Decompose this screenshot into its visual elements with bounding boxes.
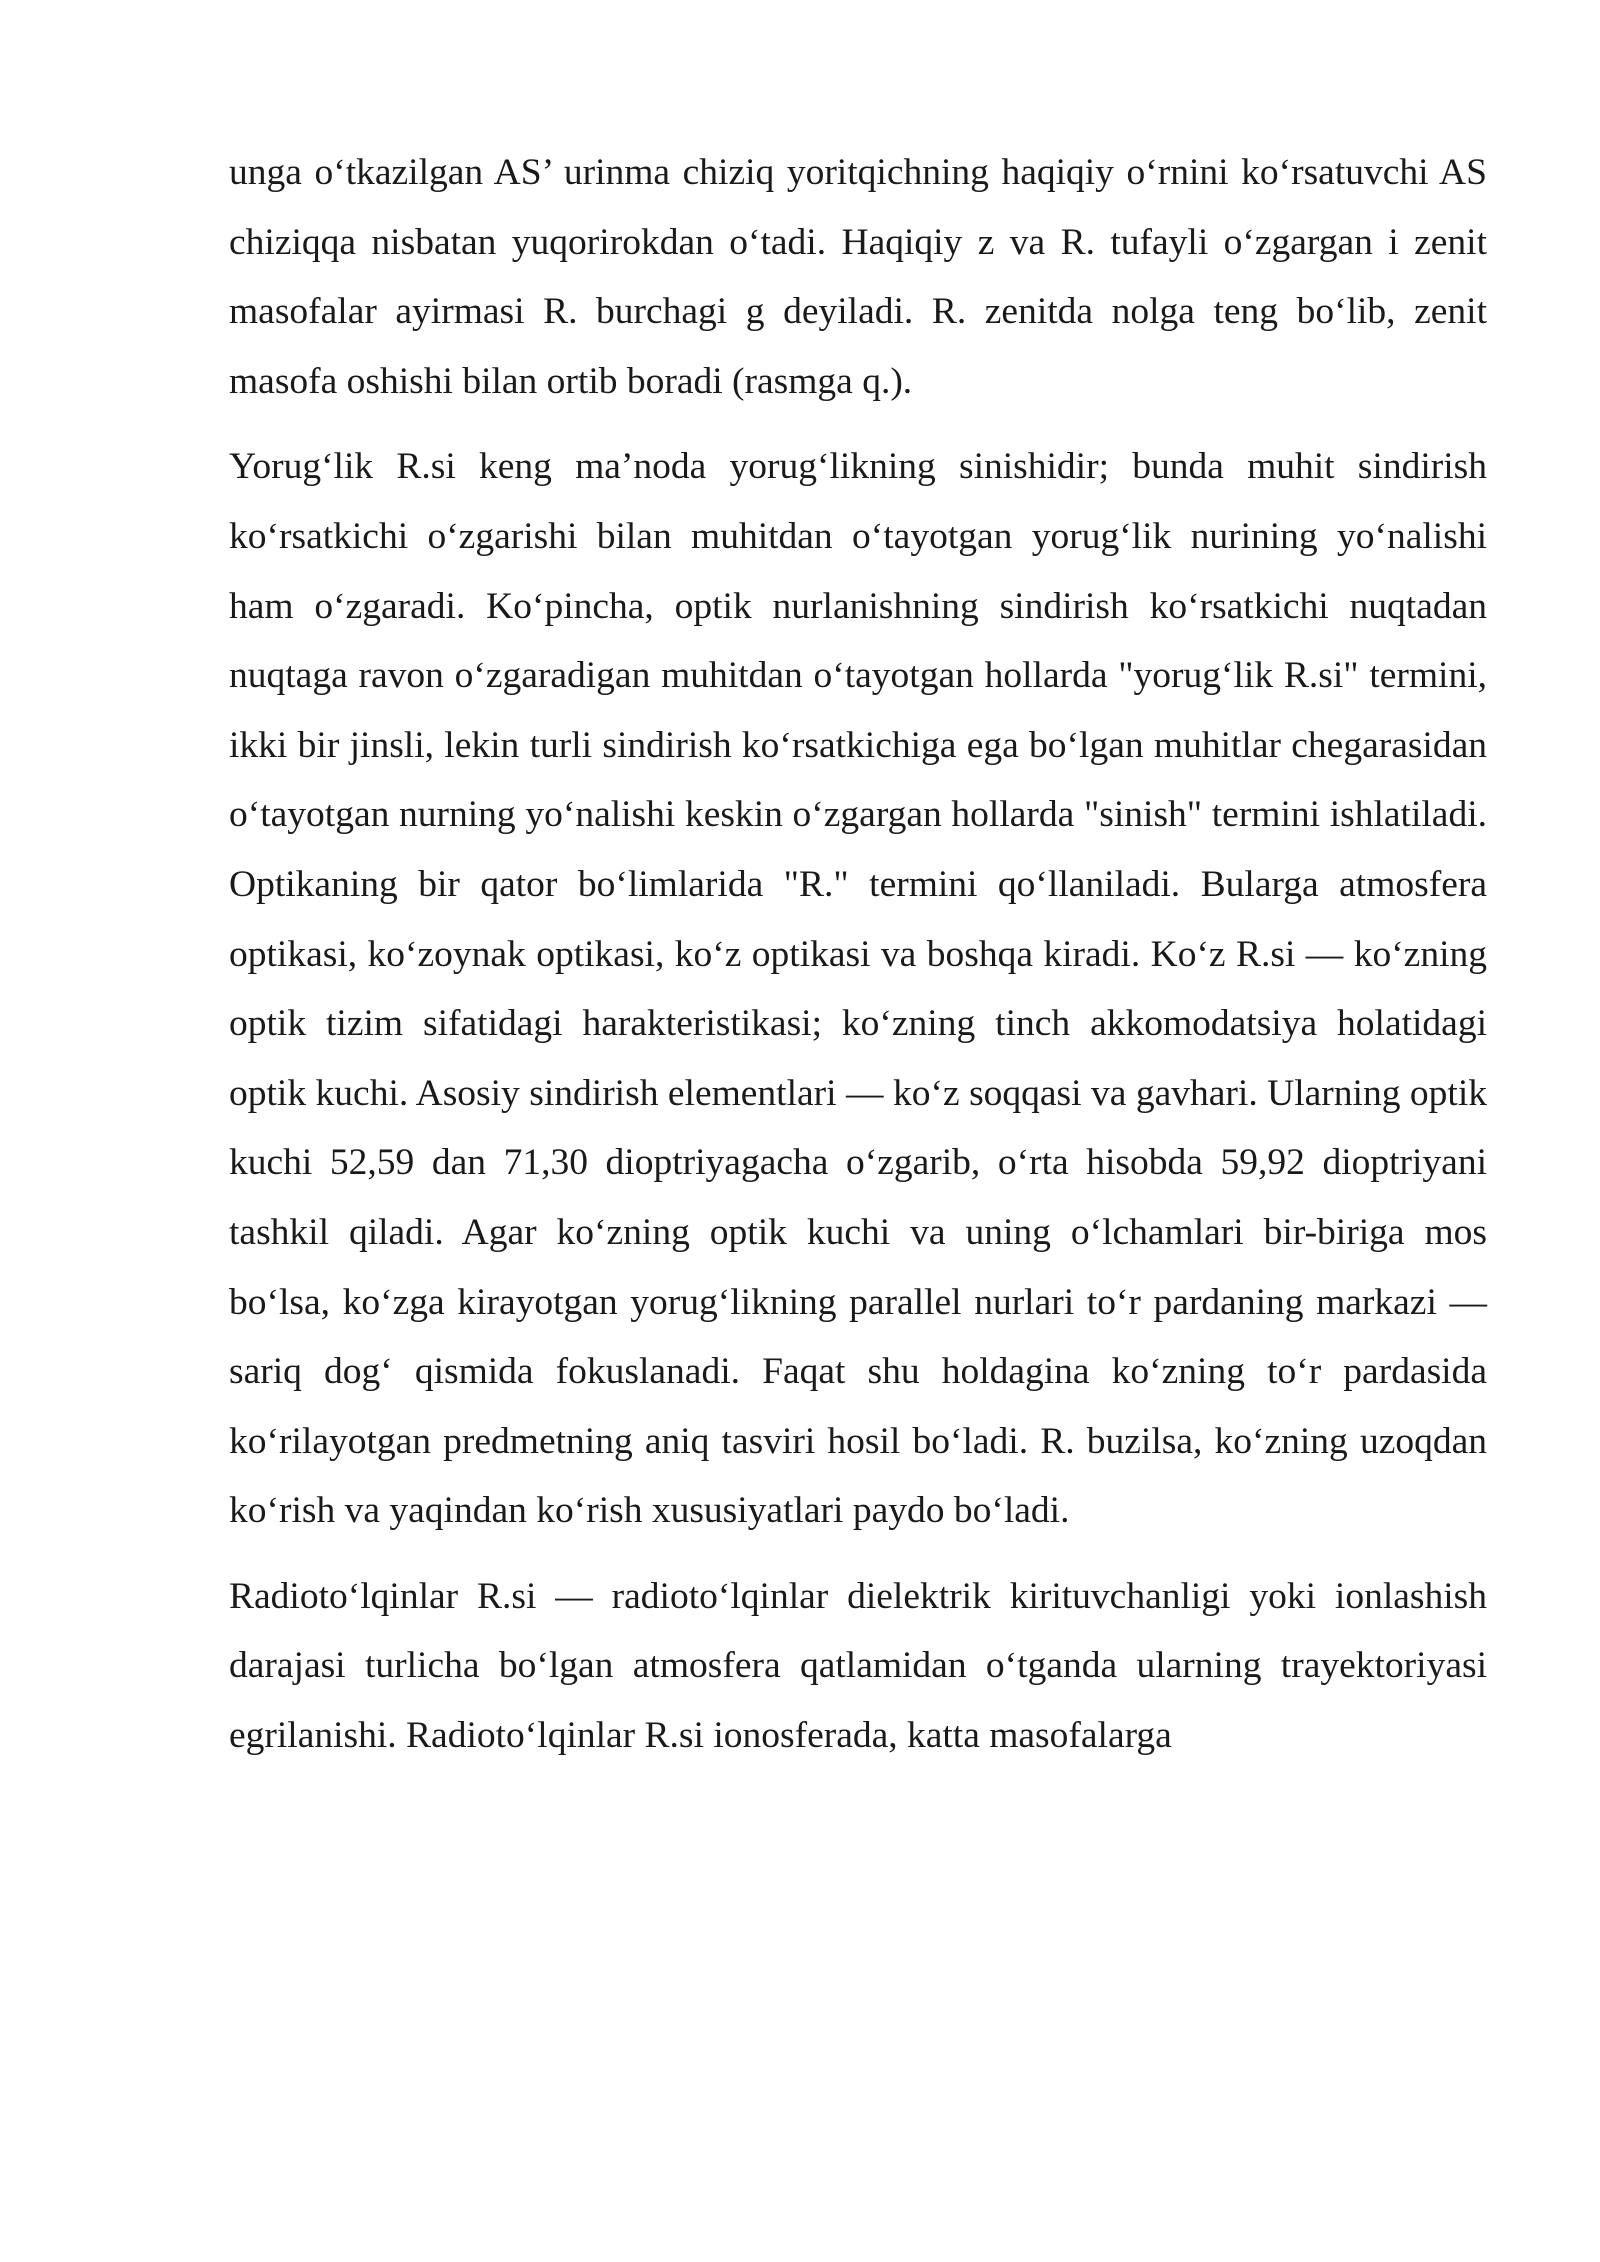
document-body: [229, 138, 1487, 1787]
paragraph-radio-wave-refraction: Radioto‘lqinlar R.si — radioto‘lqinlar dielektrik kirituvchanligi yoki ionlashish darajasi turlicha bo‘lgan atmosfera qatlamidan o‘tganda ularning trayektoriyasi egrilanishi. Radioto‘lqinlar R.si ionosferada, katta masofalarga: [229, 1575, 1487, 1757]
paragraph-astronomical-refraction: unga o‘tkazilgan AS’ urinma chiziq yoritqichning haqiqiy o‘rnini ko‘rsatuvchi AS chiziqqa nisbatan yuqorirokdan o‘tadi. Haqiqiy z va R. tufayli o‘zgargan i zenit masofalar ayirmasi R. burchagi g deyiladi. R. zenitda nolga teng bo‘lib, zenit masofa oshishi bilan ortib boradi (rasmga q.).: [229, 152, 1487, 402]
paragraph-light-refraction: Yorug‘lik R.si keng ma’noda yorug‘likning sinishidir; bunda muhit sindirish ko‘rsatkichi o‘zgarishi bilan muhitdan o‘tayotgan yorug‘lik nurining yo‘nalishi ham o‘zgaradi. Ko‘pincha, optik nurlanishning sindirish ko‘rsatkichi nuqtadan nuqtaga ravon o‘zgaradigan muhitdan o‘tayotgan hollarda "yorug‘lik R.si" termini, ikki bir jinsli, lekin turli sindirish ko‘rsatkichiga ega bo‘lgan muhitlar chegarasidan o‘tayotgan nurning yo‘nalishi keskin o‘zgargan hollarda "sinish" termini ishlatiladi. Optikaning bir qator bo‘limlarida "R." termini qo‘llaniladi. Bularga atmosfera optikasi, ko‘zoynak optikasi, ko‘z optikasi va boshqa kiradi. Ko‘z R.si — ko‘zning optik tizim sifatidagi harakteristikasi; ko‘zning tinch akkomodatsiya holatidagi optik kuchi. Asosiy sindirish elementlari — ko‘z soqqasi va gavhari. Ularning optik kuchi 52,59 dan 71,30 dioptriyagacha o‘zgarib, o‘rta hisobda 59,92 dioptriyani tashkil qiladi. Agar ko‘zning optik kuchi va uning o‘lchamlari bir-biriga mos bo‘lsa, ko‘zga kirayotgan yorug‘likning parallel nurlari to‘r pardaning markazi — sariq dog‘ qismida fokuslanadi. Faqat shu holdagina ko‘zning to‘r pardasida ko‘rilayotgan predmetning aniq tasviri hosil bo‘ladi. R. buzilsa, ko‘zning uzoqdan ko‘rish va yaqindan ko‘rish xususiyatlari paydo bo‘ladi.: [229, 446, 1487, 1532]
